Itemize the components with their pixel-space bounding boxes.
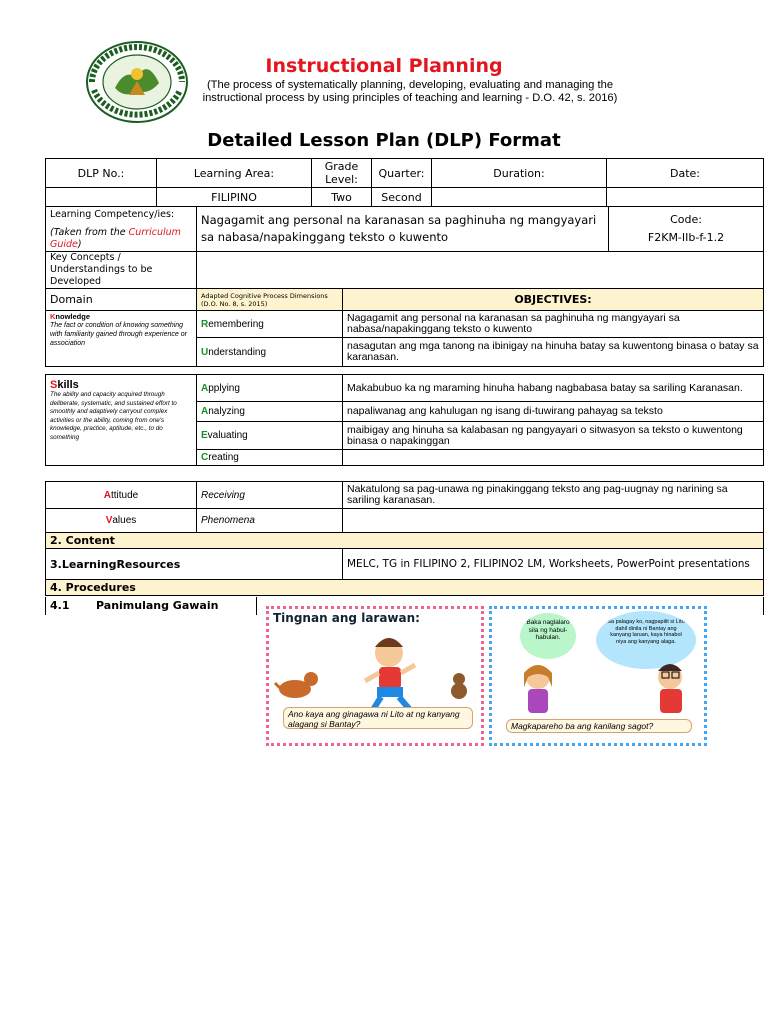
evaluating-label: Evaluating bbox=[197, 422, 343, 450]
learning-resources-label: 3.LearningResources bbox=[46, 549, 343, 580]
knowledge-heading: Knowledge bbox=[50, 312, 91, 321]
date-value bbox=[607, 188, 764, 207]
knowledge-domain-cell bbox=[46, 311, 197, 367]
receiving-label: Receiving bbox=[197, 482, 343, 509]
quarter-value: Second bbox=[372, 188, 432, 207]
code-value: F2KM-IIb-f-1.2 bbox=[647, 231, 725, 244]
content-label: 2. Content bbox=[46, 533, 764, 549]
competency-label-cell bbox=[46, 207, 197, 252]
phenomena-label: Phenomena bbox=[197, 509, 343, 533]
values-label: Values bbox=[46, 509, 197, 533]
attitude-label: Attitude bbox=[46, 482, 197, 509]
picture-caption-right: Magkapareho ba ang kanilang sagot? bbox=[506, 719, 692, 733]
page-subtitle: (The process of systematically planning, developing, evaluating and managing the instructional process by using principles of teaching and learning - D.O. 42, s. 2016) bbox=[202, 79, 618, 104]
code-cell bbox=[609, 207, 764, 252]
curriculum-guide-text: Curriculum Guide bbox=[50, 227, 181, 250]
analyzing-label: Analyzing bbox=[197, 402, 343, 422]
picture-caption-left: Ano kaya ang ginagawa ni Lito at ng kanyang alagang si Bantay? bbox=[283, 707, 473, 729]
deped-seal-logo bbox=[85, 40, 189, 124]
picture-heading: Tingnan ang larawan: bbox=[273, 611, 420, 625]
competency-text: Nagagamit ang personal na karanasan sa paghinuha ng mangyayari sa nabasa/napakinggang teksto o kuwento bbox=[197, 207, 609, 252]
skills-table bbox=[45, 374, 764, 466]
picture-panel-left bbox=[266, 606, 484, 746]
procedure-number: 4.1 bbox=[50, 599, 70, 612]
competency-label: Learning Competency/ies: bbox=[50, 209, 175, 220]
learning-area-value: FILIPINO bbox=[157, 188, 312, 207]
code-label: Code: bbox=[670, 213, 702, 226]
duration-value bbox=[432, 188, 607, 207]
key-concepts-label: Key Concepts / Understandings to be Developed bbox=[46, 252, 197, 289]
key-concepts-value bbox=[197, 252, 764, 289]
understanding-label: Understanding bbox=[197, 338, 343, 367]
running-boy-with-dog-illustration bbox=[271, 627, 481, 719]
skills-heading: Skills bbox=[50, 379, 79, 391]
grade-level-label: Grade Level: bbox=[312, 159, 372, 188]
picture-panel-right bbox=[489, 606, 707, 746]
knowledge-description: The fact or condition of knowing something with familiarity gained through experience or association bbox=[50, 322, 187, 347]
attitude-objective: Nakatulong sa pag-unawa ng pinakinggang teksto ang pag-uugnay ng narining sa sariling karanasan. bbox=[343, 482, 764, 509]
domain-header: Domain bbox=[46, 289, 197, 311]
values-objective bbox=[343, 509, 764, 533]
panimulang-gawain-row bbox=[45, 597, 257, 615]
date-label: Date: bbox=[607, 159, 764, 188]
speech-bubble-boy: Sa palagay ko, nagpapilit si Lito dahil dinila ni Bantay ang kanyang laruan, kaya hinabol niya ang kanyang alaga. bbox=[596, 611, 696, 669]
applying-objective: Makabubuo ka ng maraming hinuha habang nagbabasa batay sa sariling Karanasan. bbox=[343, 375, 764, 402]
remembering-label: Remembering bbox=[197, 311, 343, 338]
remembering-objective: Nagagamit ang personal na karanasan sa paghinuha ng mangyayari sa nabasa/napakinggang teksto o kuwento bbox=[343, 311, 764, 338]
competency-note: (Taken from the Curriculum Guide) bbox=[50, 227, 181, 250]
children-talking-illustration bbox=[494, 655, 704, 719]
quarter-label: Quarter: bbox=[372, 159, 432, 188]
grade-level-value: Two bbox=[312, 188, 372, 207]
panimulang-gawain-label: Panimulang Gawain bbox=[96, 599, 219, 612]
learning-area-label: Learning Area: bbox=[157, 159, 312, 188]
evaluating-objective: maibigay ang hinuha sa kalabasan ng pangyayari o sitwasyon sa teksto o kuwentong binasa o napakinggan bbox=[343, 422, 764, 450]
dlp-info-table bbox=[45, 158, 764, 207]
creating-label: Creating bbox=[197, 450, 343, 466]
dlp-no-value bbox=[46, 188, 157, 207]
dlp-no-label: DLP No.: bbox=[46, 159, 157, 188]
cognitive-process-header: Adapted Cognitive Process Dimensions (D.O. No. 8, s. 2015) bbox=[197, 289, 343, 311]
skills-description: The ability and capacity acquired through deliberate, systematic, and sustained effort to smoothly and adaptively carryout complex activities or the ability, coming from one's knowledge, practice, aptitude, etc., to do something bbox=[50, 391, 177, 441]
objectives-header: OBJECTIVES: bbox=[343, 289, 764, 311]
competency-table bbox=[45, 206, 764, 367]
learning-resources-value: MELC, TG in FILIPINO 2, FILIPINO2 LM, Worksheets, PowerPoint presentations bbox=[343, 549, 764, 580]
procedures-label: 4. Procedures bbox=[46, 580, 764, 596]
creating-objective bbox=[343, 450, 764, 466]
applying-label: Applying bbox=[197, 375, 343, 402]
analyzing-objective: napaliwanag ang kahulugan ng isang di-tuwirang pahayag sa teksto bbox=[343, 402, 764, 422]
page-title: Instructional Planning bbox=[265, 55, 503, 77]
skills-domain-cell bbox=[46, 375, 197, 466]
speech-bubble-girl: Baka naglalaro sila ng habul-habulan. bbox=[520, 613, 576, 659]
duration-label: Duration: bbox=[432, 159, 607, 188]
understanding-objective: nasagutan ang mga tanong na ibinigay na hinuha batay sa kuwentong binasa o batay sa karanasan. bbox=[343, 338, 764, 367]
attitude-values-table bbox=[45, 481, 764, 596]
dlp-title: Detailed Lesson Plan (DLP) Format bbox=[207, 130, 561, 151]
